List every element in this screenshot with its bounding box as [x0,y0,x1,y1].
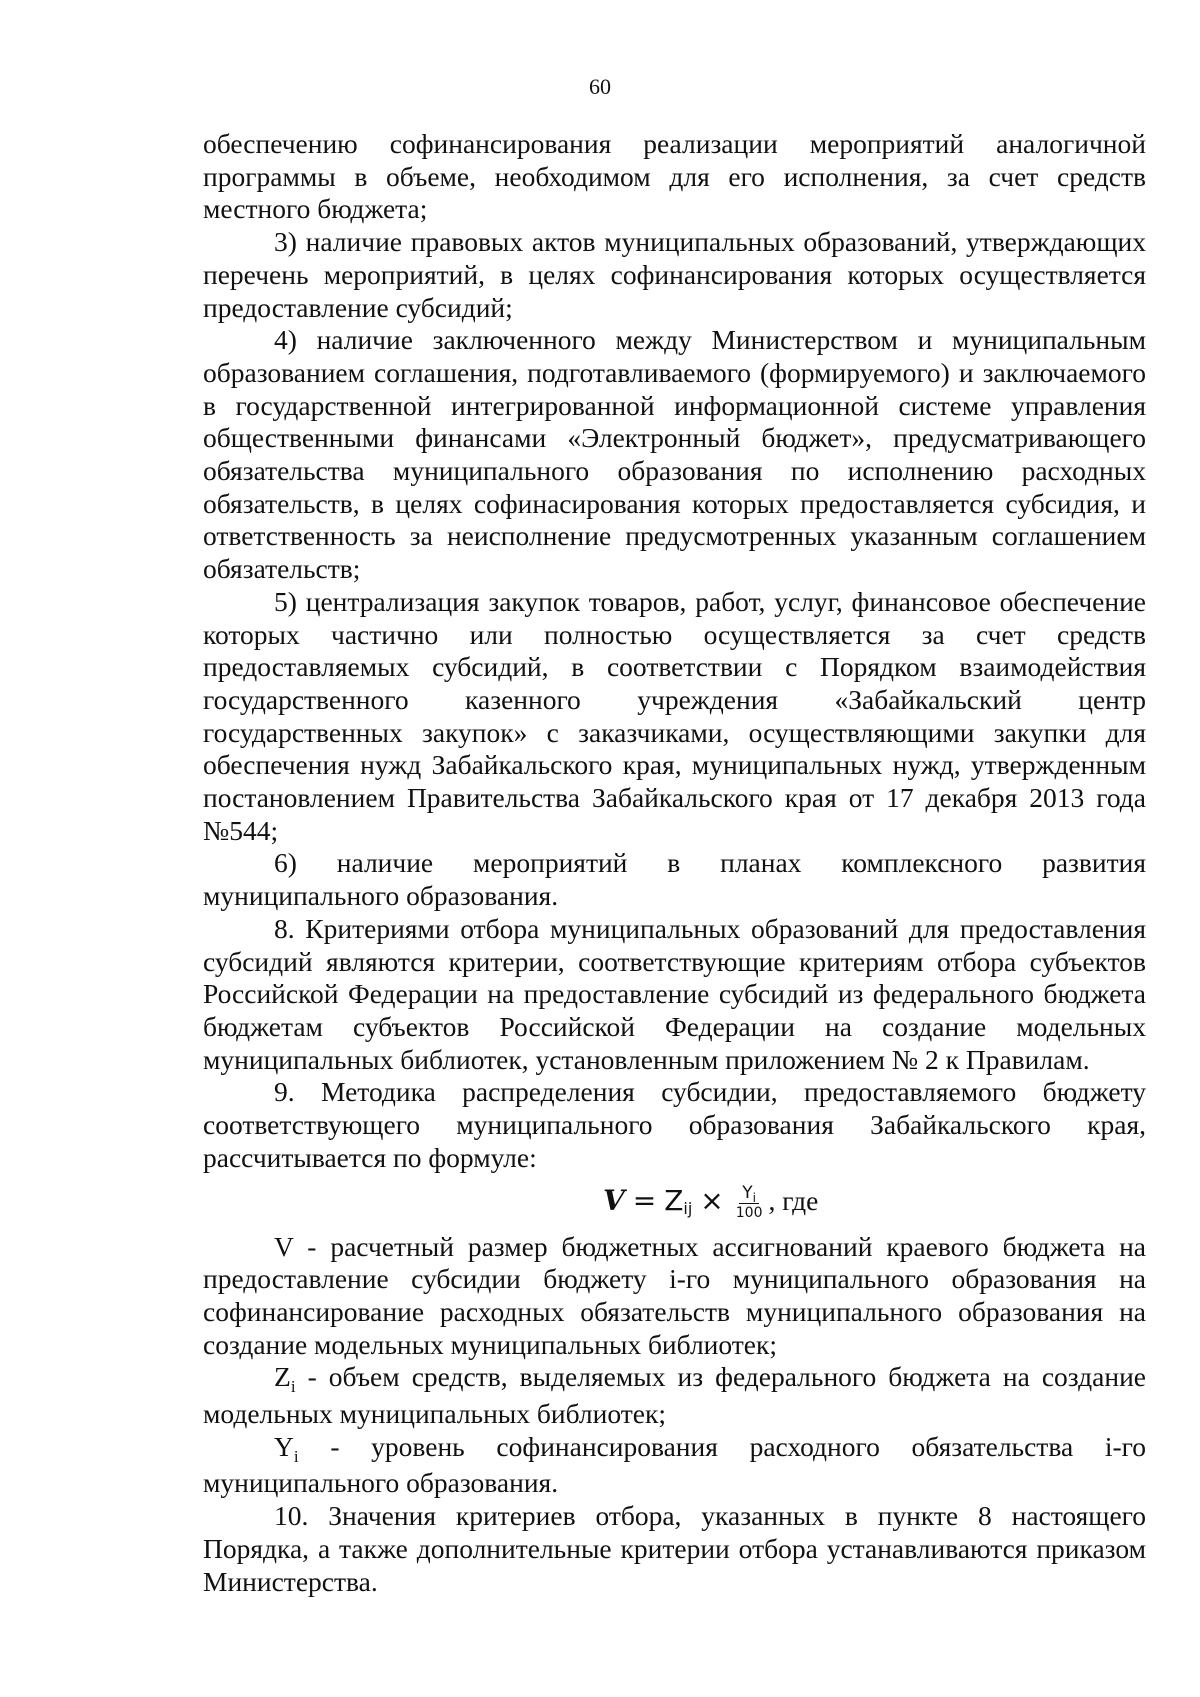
paragraph-item-5: 5) централизация закупок товаров, работ, услуг, финансовое обеспечение которых частично или полностью осуществляется за счет средств предоставляемых субсидий, в соответствии с Порядком взаимодействия государственного казенного учреждения «Забайкальский центр государственных закупок» с заказчиками, осуществляющими закупки для обеспечения нужд Забайкальского края, муниципальных нужд, утвержденным постановлением Правительства Забайкальского края от 17 декабря 2013 года №544; [203,585,1146,846]
definition-z-symbol: Z [274,1361,291,1393]
definition-z-text: - объем средств, выделяемых из федерального бюджета на создание модельных муниципальных библиотек; [203,1361,1146,1430]
formula-times: × [700,1183,724,1217]
definition-y-text: - уровень софинансирования расходного обязательства i-го муниципального образования. [203,1430,1146,1499]
distribution-formula [203,1175,1146,1231]
definition-z-subscript: i [290,1377,296,1397]
paragraph-item-6: 6) наличие мероприятий в планах комплексного развития муниципального образования. [203,847,1146,912]
paragraph-section-9: 9. Методика распределения субсидии, предоставляемого бюджету соответствующего муниципального образования Забайкальского края, рассчитывается по формуле: [203,1076,1146,1173]
definition-y-subscript: i [293,1446,299,1466]
paragraph-item-4: 4) наличие заключенного между Министерством и муниципальным образованием соглашения, подготавливаемого (формируемого) и заключаемого в государственной интегрированной информационной системе управления общественными финансами «Электронный бюджет», предусматривающего обязательства муниципального образования по исполнению расходных обязательств, в целях софинасирования которых предоставляется субсидия, и ответственность за неисполнение предусмотренных указанным соглашением обязательств; [203,324,1146,585]
paragraph-definition-y [203,1431,1146,1500]
fraction-denominator: 100 [735,1204,763,1221]
paragraph-item-3: 3) наличие правовых актов муниципальных образований, утверждающих перечень мероприятий, в целях софинансирования которых осуществляется предоставление субсидий; [203,226,1146,323]
formula-tail: , где [768,1184,819,1216]
numerator-symbol: Y [742,1182,753,1203]
formula-z-subscript: ij [683,1198,693,1218]
fraction-numerator [739,1184,759,1204]
document-body [203,128,1146,1598]
paragraph-continuation: обеспечению софинансирования реализации мероприятий аналогичной программы в объеме, необходимом для его исполнения, за счет средств местного бюджета; [203,128,1146,225]
formula-lhs: V [603,1183,625,1217]
paragraph-definition-v: V - расчетный размер бюджетных ассигнований краевого бюджета на предоставление субсидии бюджету i-го муниципального образования на софинансирование расходных обязательств муниципального образования на создание модельных муниципальных библиотек; [203,1230,1146,1360]
formula-equals: = [632,1183,657,1217]
paragraph-section-10: 10. Значения критериев отбора, указанных в пункте 8 настоящего Порядка, а также дополнительные критерии отбора устанавливаются приказом Министерства. [203,1500,1146,1597]
formula-expression [603,1181,818,1221]
numerator-subscript: i [752,1190,756,1205]
formula-z-symbol: Z [664,1183,684,1217]
paragraph-section-8: 8. Критериями отбора муниципальных образований для предоставления субсидий являются критерии, соответствующие критериям отбора субъектов Российской Федерации на предоставление субсидий из федерального бюджета бюджетам субъектов Российской Федерации на создание модельных муниципальных библиотек, установленным приложением № 2 к Правилам. [203,912,1146,1075]
formula-fraction [736,1184,763,1222]
page-number: 60 [589,74,611,99]
definition-y-symbol: Y [274,1430,294,1462]
paragraph-definition-z [203,1361,1146,1430]
